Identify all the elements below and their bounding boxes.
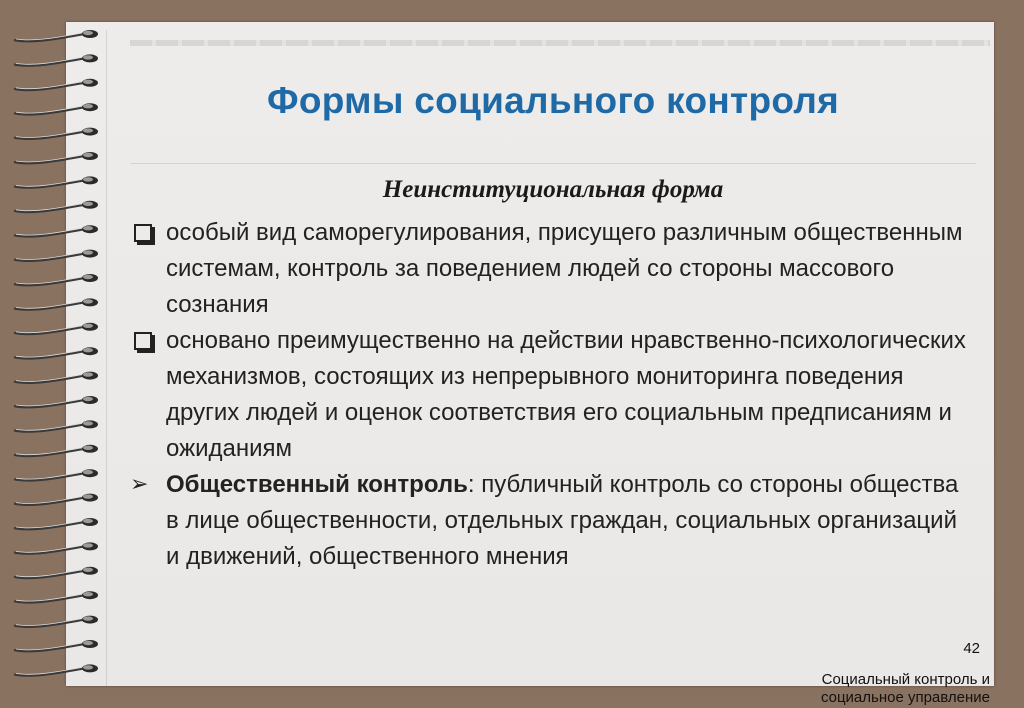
spiral-ring-end bbox=[83, 641, 93, 645]
arrow-bullet-icon: ➢ bbox=[130, 472, 149, 497]
footer-line: социальное управление bbox=[820, 689, 990, 706]
list-item bbox=[130, 215, 976, 323]
decorative-top-line bbox=[130, 40, 990, 46]
title-divider bbox=[130, 163, 976, 164]
spiral-ring-end bbox=[83, 55, 93, 59]
spiral-ring-end bbox=[83, 494, 93, 498]
footer-line: Социальный контроль и bbox=[821, 671, 990, 688]
spiral-ring-end bbox=[83, 324, 93, 328]
spiral-ring-end bbox=[83, 446, 93, 450]
spiral-ring-end bbox=[83, 568, 93, 572]
spiral-ring-end bbox=[83, 80, 93, 84]
square-bullet-icon bbox=[134, 332, 152, 350]
list-item-text: : публичный контроль со стороны общества в лице общественности, отдельных граждан, социальных организаций и движений, общественного мнения bbox=[166, 471, 959, 570]
square-bullet-icon bbox=[134, 224, 152, 242]
spiral-ring-end bbox=[83, 226, 93, 230]
spiral-ring-end bbox=[83, 519, 93, 523]
spiral-ring-end bbox=[83, 177, 93, 181]
spiral-ring-end bbox=[83, 372, 93, 376]
list-item-text: основано преимущественно на действии нравственно-психологических механизмов, состоящих из непрерывного мониторинга поведения других людей и оценок соответствия его социальным предписаниям и ожиданиям bbox=[166, 327, 966, 462]
spiral-ring-end bbox=[83, 543, 93, 547]
list-item-term: Общественный контроль bbox=[166, 471, 468, 498]
spiral-ring-end bbox=[83, 592, 93, 596]
spiral-ring-end bbox=[83, 104, 93, 108]
spiral-ring-end bbox=[83, 348, 93, 352]
spiral-ring-end bbox=[83, 31, 93, 35]
spiral-ring-end bbox=[83, 470, 93, 474]
list-item-text: особый вид саморегулирования, присущего различным общественным системам, контроль за поведением людей со стороны массового сознания bbox=[166, 219, 963, 318]
list-item bbox=[130, 323, 976, 467]
spiral-ring-end bbox=[83, 616, 93, 620]
content-list bbox=[130, 215, 976, 575]
spiral-ring-end bbox=[83, 665, 93, 669]
spiral-binding-icon bbox=[12, 24, 112, 684]
spiral-ring-end bbox=[83, 153, 93, 157]
spiral-ring-end bbox=[83, 299, 93, 303]
spiral-ring-end bbox=[83, 275, 93, 279]
spiral-ring-end bbox=[83, 250, 93, 254]
page-title: Формы социального контроля bbox=[266, 80, 840, 121]
spiral-ring-end bbox=[83, 202, 93, 206]
subtitle: Неинституциональная форма bbox=[382, 176, 724, 203]
spiral-ring-end bbox=[83, 397, 93, 401]
spiral-ring-end bbox=[83, 421, 93, 425]
footer bbox=[720, 671, 1008, 707]
spiral-ring-end bbox=[83, 128, 93, 132]
page-number: 42 bbox=[963, 640, 980, 657]
list-item bbox=[130, 467, 976, 575]
